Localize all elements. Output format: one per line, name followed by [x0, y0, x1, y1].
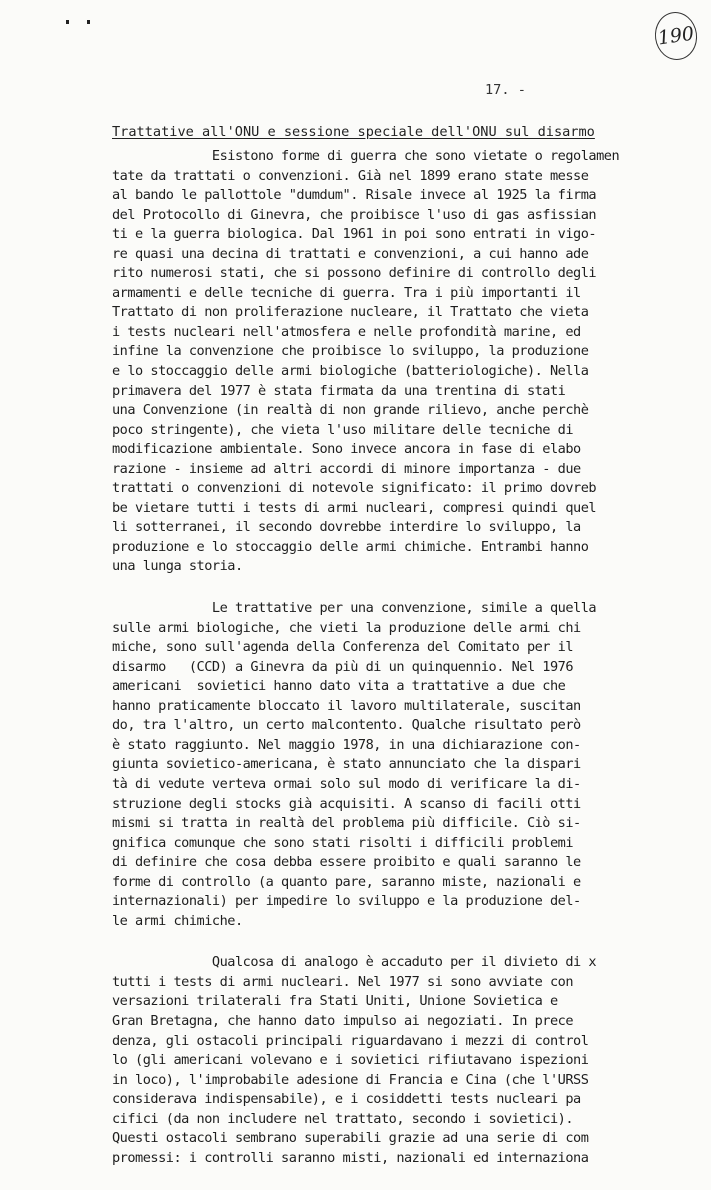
text-line: in loco), l'improbabile adesione di Francia e Cina (che l'URSS — [112, 1071, 589, 1088]
text-line: do, tra l'altro, un certo malcontento. Qualche risultato però — [112, 717, 581, 734]
folio-number: 190 — [656, 22, 696, 50]
text-line: razione - insieme ad altri accordi di minore importanza - due — [112, 460, 581, 477]
text-line: internazionali) per impedire lo sviluppo e la produzione del- — [112, 893, 581, 910]
text-line: Esistono forme di guerra che sono vietate o regolamen — [112, 148, 620, 164]
text-line: modificazione ambientale. Sono invece ancora in fase di elabo — [112, 441, 581, 458]
text-line: miche, sono sull'agenda della Conferenza del Comitato per il — [112, 639, 574, 656]
text-line: promessi: i controlli saranno misti, nazionali ed internaziona — [112, 1149, 589, 1166]
text-line: Qualcosa di analogo è accaduto per il divieto di x — [112, 954, 597, 971]
text-line: sulle armi biologiche, che vieti la produzione delle armi chi — [112, 619, 581, 636]
text-line: mismi si tratta in realtà del problema più difficile. Ciò si- — [112, 815, 581, 832]
text-line: una lunga storia. — [112, 558, 243, 575]
text-line: denza, gli ostacoli principali riguardavano i mezzi di control — [112, 1032, 589, 1049]
text-line: americani sovietici hanno dato vita a trattative a due che — [112, 678, 566, 695]
text-line: poco stringente), che vieta l'uso militare delle tecniche di — [112, 421, 574, 438]
text-line: di definire che cosa debba essere proibito e quali saranno le — [112, 854, 581, 871]
text-line: hanno praticamente bloccato il lavoro multilaterale, suscitan — [112, 697, 581, 714]
text-line: i tests nucleari nell'atmosfera e nelle profondità marine, ed — [112, 323, 581, 340]
text-line: disarmo (CCD) a Ginevra da più di un quinquennio. Nel 1976 — [112, 658, 574, 675]
text-line: struzione degli stocks già acquisiti. A scanso di facili otti — [112, 795, 581, 812]
text-line: infine la convenzione che proibisce lo sviluppo, la produzione — [112, 343, 589, 360]
text-line: giunta sovietico-americana, è stato annunciato che la dispari — [112, 756, 581, 773]
paragraph — [112, 953, 672, 1168]
text-line: una Convenzione (in realtà di non grande rilievo, anche perchè — [112, 402, 589, 419]
text-line: al bando le pallottole "dumdum". Risale invece al 1925 la firma — [112, 187, 597, 204]
text-line: Trattato di non proliferazione nucleare, il Trattato che vieta — [112, 304, 589, 321]
text-line: cifici (da non includere nel trattato, secondo i sovietici). — [112, 1110, 574, 1127]
text-line: considerava indispensabile), e i cosiddetti tests nucleari pa — [112, 1091, 581, 1108]
text-line: è stato raggiunto. Nel maggio 1978, in una dichiarazione con- — [112, 736, 581, 753]
text-line: tà di vedute verteva ormai solo sul modo di verificare la di- — [112, 775, 581, 792]
text-line: versazioni trilaterali fra Stati Uniti, Unione Sovietica e — [112, 993, 558, 1010]
body-text — [112, 147, 672, 1190]
text-line: forme di controllo (a quanto pare, saranno miste, nazionali e — [112, 873, 581, 890]
folio-circle — [652, 9, 700, 62]
text-line: gnifica comunque che sono stati risolti i difficili problemi — [112, 834, 574, 851]
text-line: armamenti e delle tecniche di guerra. Tra i più importanti il — [112, 284, 581, 301]
text-line: e lo stoccaggio delle armi biologiche (batteriologiche). Nella — [112, 363, 589, 380]
text-line: primavera del 1977 è stata firmata da una trentina di stati — [112, 382, 566, 399]
page-number: 17. - — [485, 82, 526, 98]
text-line: Le trattative per una convenzione, simile a quella — [112, 600, 597, 617]
text-line: lo (gli americani volevano e i sovietici rifiutavano ispezioni — [112, 1052, 589, 1069]
scan-mark — [87, 20, 90, 24]
text-line: produzione e lo stoccaggio delle armi chimiche. Entrambi hanno — [112, 538, 589, 555]
text-line: li sotterranei, il secondo dovrebbe interdire lo sviluppo, la — [112, 519, 581, 536]
text-line: trattati o convenzioni di notevole significato: il primo dovreb — [112, 480, 597, 497]
text-line: Gran Bretagna, che hanno dato impulso ai negoziati. In prece — [112, 1012, 574, 1029]
text-line: tate da trattati o convenzioni. Già nel 1899 erano state messe — [112, 167, 589, 184]
text-line: re quasi una decina di trattati e convenzioni, a cui hanno ade — [112, 245, 589, 262]
text-line: le armi chimiche. — [112, 912, 243, 929]
paragraph — [112, 147, 672, 577]
text-line: be vietare tutti i tests di armi nucleari, compresi quindi quel — [112, 499, 597, 516]
section-heading: Trattative all'ONU e sessione speciale dell'ONU sul disarmo — [112, 124, 595, 140]
text-line: Questi ostacoli sembrano superabili grazie ad una serie di com — [112, 1130, 589, 1147]
text-line: tutti i tests di armi nucleari. Nel 1977 si sono avviate con — [112, 973, 574, 990]
text-line: del Protocollo di Ginevra, che proibisce l'uso di gas asfissian — [112, 206, 597, 223]
text-line: ti e la guerra biologica. Dal 1961 in poi sono entrati in vigo- — [112, 226, 597, 243]
text-line: rito numerosi stati, che si possono definire di controllo degli — [112, 265, 597, 282]
paragraph — [112, 599, 672, 931]
scan-mark — [66, 20, 69, 24]
